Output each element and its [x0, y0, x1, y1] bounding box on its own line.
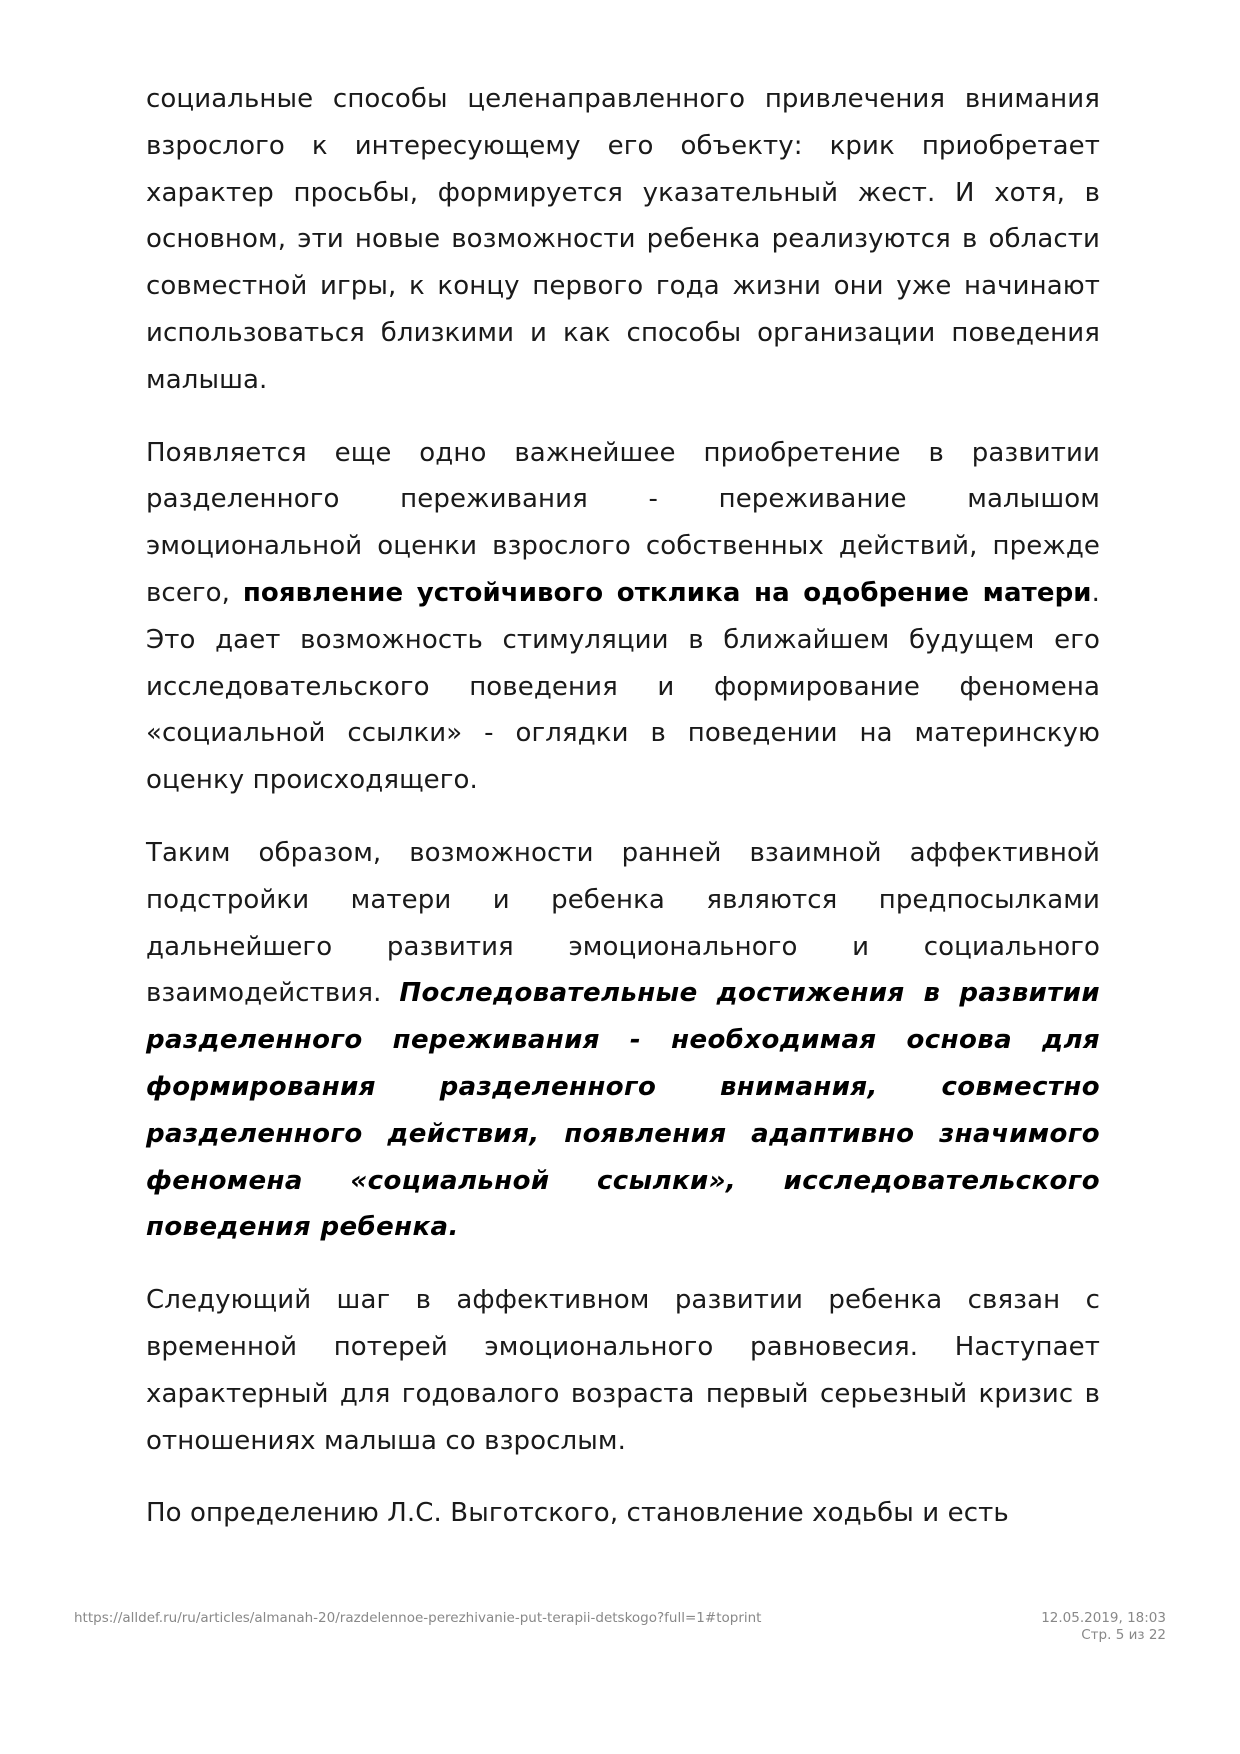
- paragraph: [146, 76, 1100, 404]
- article-body: [146, 76, 1100, 1563]
- paragraph: [146, 1490, 1100, 1537]
- paragraph-text: Появляется еще одно важнейшее приобретение в развитии разделенного переживания - переживание малышом эмоциональной оценки взрослого собственных действий, прежде всего,: [146, 437, 1100, 608]
- paragraph: [146, 1277, 1100, 1464]
- paragraph: [146, 430, 1100, 804]
- paragraph-text: По определению Л.С. Выготского, становление ходьбы и есть: [146, 1498, 1009, 1529]
- page-number: Стр. 5 из 22: [1081, 1627, 1166, 1643]
- paragraph-text: Следующий шаг в аффективном развитии ребенка связан с временной потерей эмоционального равновесия. Наступает характерный для годовалого возраста первый серьезный кризис в отношениях малыша со взрослым.: [146, 1285, 1100, 1456]
- emphasized-text: появление устойчивого отклика на одобрение матери: [242, 577, 1092, 608]
- emphasized-text: Последовательные достижения в развитии разделенного переживания - необходимая основа для формирования разделенного внимания, совместно разделенного действия, появления адаптивно значимого феномена «социальной ссылки», исследовательского поведения ребенка.: [146, 978, 1100, 1243]
- paragraph-text: . Это дает возможность стимуляции в ближайшем будущем его исследовательского поведения и формирование феномена «социальной ссылки» - оглядки в поведении на материнскую оценку происходящего.: [146, 577, 1100, 796]
- paragraph-text: социальные способы целенаправленного привлечения внимания взрослого к интересующему его объекту: крик приобретает характер просьбы, формируется указательный жест. И хотя, в основном, эти новые возможности ребенка реализуются в области совместной игры, к концу первого года жизни они уже начинают использоваться близкими и как способы организации поведения малыша.: [146, 84, 1100, 395]
- footer-meta: [1041, 1610, 1166, 1644]
- paragraph-text: Таким образом, возможности ранней взаимной аффективной подстройки матери и ребенка являются предпосылками дальнейшего развития эмоционального и социального взаимодействия.: [146, 837, 1100, 1009]
- print-datetime: 12.05.2019, 18:03: [1041, 1610, 1166, 1626]
- footer-url[interactable]: https://alldef.ru/ru/articles/almanah-20/razdelennoe-perezhivanie-put-terapii-detskogo?full=1#toprint: [74, 1610, 762, 1626]
- paragraph: [146, 830, 1100, 1251]
